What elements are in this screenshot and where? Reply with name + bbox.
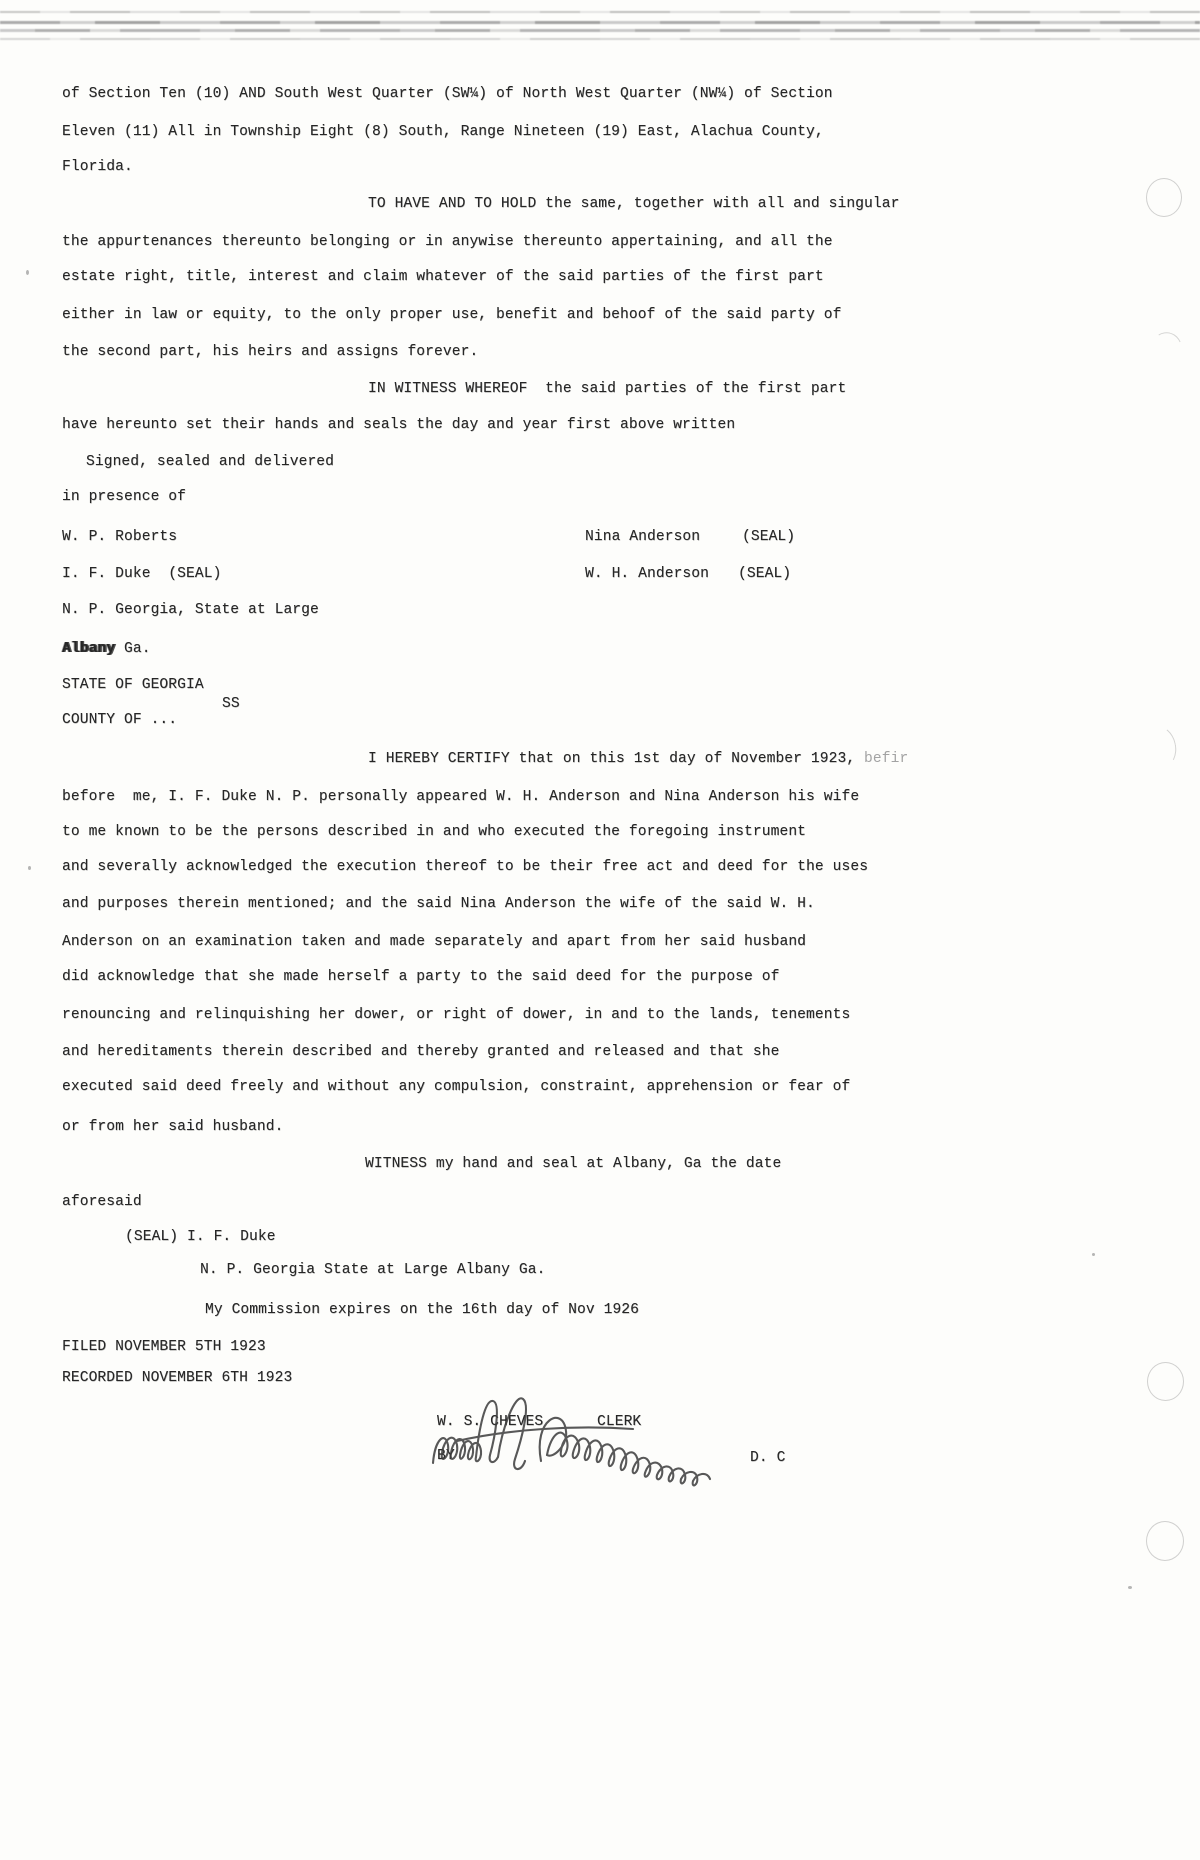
overstruck-city-text: Albany bbox=[62, 641, 116, 657]
deputy-clerk-initials: D. C bbox=[750, 1450, 786, 1466]
commission-expiry-line: My Commission expires on the 16th day of Nov 1926 bbox=[205, 1302, 640, 1318]
filed-stamp-line: FILED NOVEMBER 5TH 1923 bbox=[62, 1339, 266, 1355]
scan-streak-artifact bbox=[0, 11, 1200, 13]
scan-streak-artifact bbox=[0, 29, 1200, 32]
grantor2-name: W. H. Anderson bbox=[585, 566, 710, 582]
signed-sealed-line: Signed, sealed and delivered bbox=[86, 454, 335, 470]
habendum-lead-line: TO HAVE AND TO HOLD the same, together with all and singular bbox=[368, 196, 900, 212]
grantor1-seal: (SEAL) bbox=[742, 529, 796, 545]
scan-streak-artifact bbox=[0, 21, 1200, 24]
witness-clause-lead-line: IN WITNESS WHEREOF the said parties of the first part bbox=[368, 381, 847, 397]
habendum-line: the appurtenances thereunto belonging or in anywise thereunto appertaining, and all the bbox=[62, 234, 833, 250]
aforesaid-line: aforesaid bbox=[62, 1194, 142, 1210]
witness1-name: W. P. Roberts bbox=[62, 529, 178, 545]
acknowledgment-line: did acknowledge that she made herself a party to the said deed for the purpose of bbox=[62, 969, 780, 985]
certify-lead-line bbox=[368, 749, 908, 769]
binder-hole-mark bbox=[1147, 1362, 1184, 1401]
property-description-line: Florida. bbox=[62, 159, 133, 175]
scan-speck bbox=[1128, 1586, 1132, 1589]
scan-speck bbox=[1092, 1253, 1095, 1256]
notary-seal-signature-line: (SEAL) I. F. Duke bbox=[125, 1229, 276, 1245]
recorded-stamp-line: RECORDED NOVEMBER 6TH 1923 bbox=[62, 1370, 293, 1386]
binder-hole-mark bbox=[1146, 178, 1182, 217]
certify-faint-overrun-text: befir bbox=[864, 751, 909, 767]
acknowledgment-line: before me, I. F. Duke N. P. personally appeared W. H. Anderson and Nina Anderson his wife bbox=[62, 789, 860, 805]
acknowledgment-line: Anderson on an examination taken and made separately and apart from her said husband bbox=[62, 934, 807, 950]
acknowledgment-line: and hereditaments therein described and thereby granted and released and that she bbox=[62, 1044, 780, 1060]
acknowledgment-line: renouncing and relinquishing her dower, or right of dower, in and to the lands, tenements bbox=[62, 1007, 851, 1023]
scan-speck bbox=[28, 866, 31, 870]
notary-state-at-large-line: N. P. Georgia, State at Large bbox=[62, 602, 319, 618]
property-description-line: of Section Ten (10) AND South West Quarter (SW¼) of North West Quarter (NW¼) of Section bbox=[62, 86, 833, 102]
acknowledgment-line: to me known to be the persons described in and who executed the foregoing instrument bbox=[62, 824, 807, 840]
acknowledgment-line: or from her said husband. bbox=[62, 1119, 284, 1135]
acknowledgment-line: and purposes therein mentioned; and the said Nina Anderson the wife of the said W. H. bbox=[62, 896, 815, 912]
notary-witness-line: WITNESS my hand and seal at Albany, Ga the date bbox=[365, 1156, 782, 1172]
witness-clause-line: have hereunto set their hands and seals the day and year first above written bbox=[62, 417, 736, 433]
clerk-by-label: BY bbox=[437, 1448, 455, 1464]
clerk-name: W. S. CHEVES bbox=[437, 1414, 544, 1430]
in-presence-line: in presence of bbox=[62, 489, 187, 505]
habendum-line: the second part, his heirs and assigns forever. bbox=[62, 344, 479, 360]
binder-hole-mark bbox=[1140, 723, 1180, 771]
habendum-line: estate right, title, interest and claim whatever of the said parties of the first part bbox=[62, 269, 824, 285]
clerk-title: CLERK bbox=[597, 1414, 642, 1430]
ss-label: SS bbox=[222, 696, 240, 712]
state-of-georgia-line: STATE OF GEORGIA bbox=[62, 677, 204, 693]
acknowledgment-line: and severally acknowledged the execution thereof to be their free act and deed for the uses bbox=[62, 859, 869, 875]
scan-streak-artifact bbox=[0, 38, 1200, 40]
acknowledgment-line: executed said deed freely and without any compulsion, constraint, apprehension or fear of bbox=[62, 1079, 851, 1095]
grantor1-name: Nina Anderson bbox=[585, 529, 701, 545]
scan-speck bbox=[26, 270, 29, 275]
certify-main-text: I HEREBY CERTIFY that on this 1st day of November 1923, bbox=[368, 751, 865, 767]
grantor2-seal: (SEAL) bbox=[738, 566, 792, 582]
witness2-name: I. F. Duke (SEAL) bbox=[62, 566, 222, 582]
albany-ga-line bbox=[62, 639, 151, 659]
notary-title-line: N. P. Georgia State at Large Albany Ga. bbox=[200, 1262, 546, 1278]
deputy-clerk-handwritten-signature bbox=[425, 1385, 755, 1500]
property-description-line: Eleven (11) All in Township Eight (8) South, Range Nineteen (19) East, Alachua County, bbox=[62, 124, 824, 140]
habendum-line: either in law or equity, to the only proper use, benefit and behoof of the said party of bbox=[62, 307, 842, 323]
county-of-line: COUNTY OF ... bbox=[62, 712, 178, 728]
binder-hole-mark bbox=[1143, 328, 1188, 377]
binder-hole-mark bbox=[1146, 1521, 1184, 1561]
city-suffix-text: Ga. bbox=[115, 641, 151, 657]
